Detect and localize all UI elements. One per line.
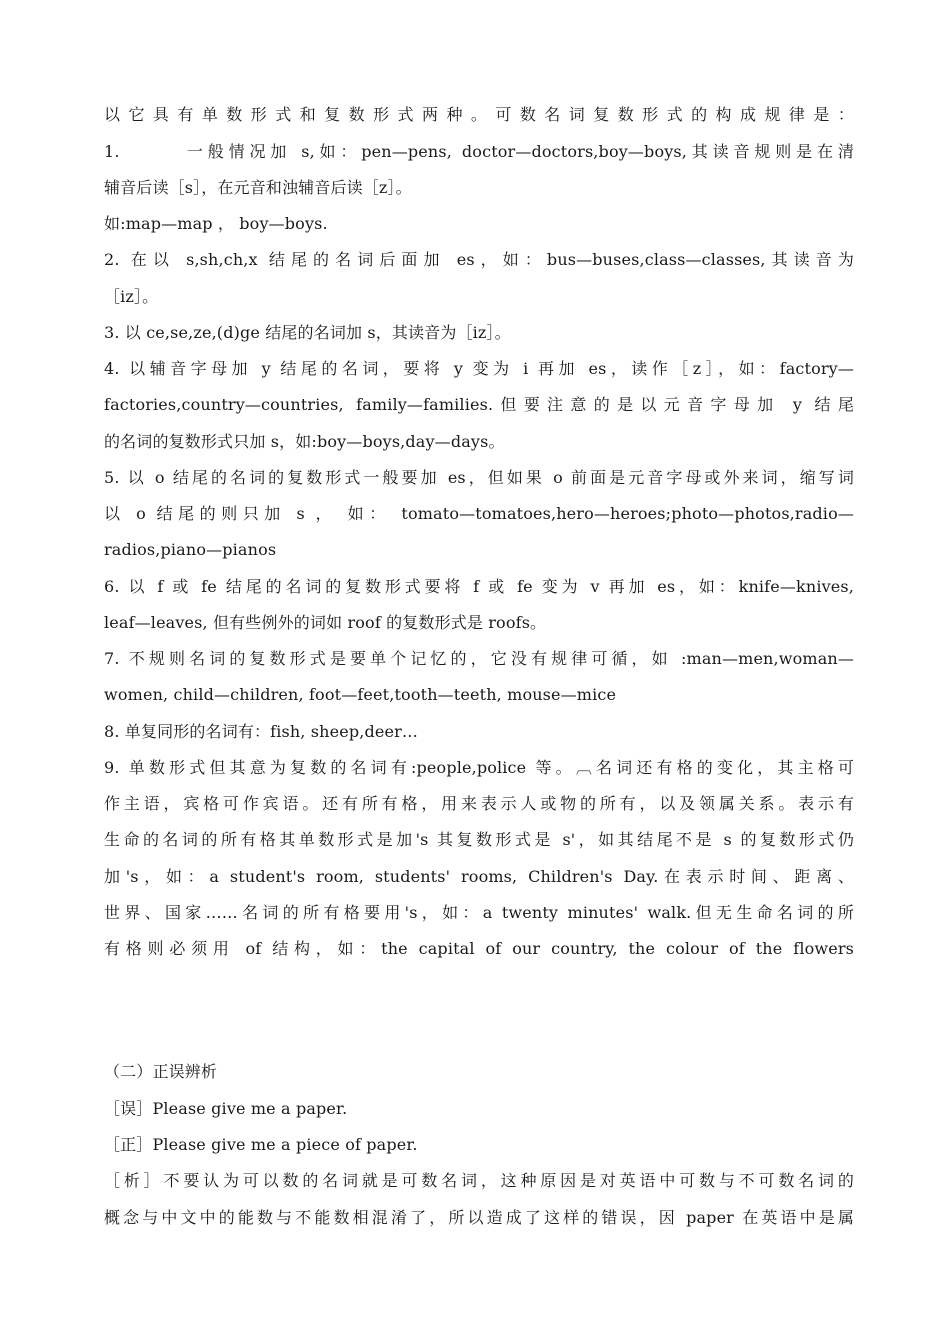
wrong-example-line: ［误］Please give me a paper.: [104, 1099, 348, 1118]
text-line-23: 世界、国家……名词的所有格要用's，如：a twenty minutes' walk.但无生命名词的所: [104, 903, 854, 922]
text-line-5: 2. 在以 s,sh,ch,x 结尾的名词后面加 es，如：bus—buses,class—classes,其读音为: [104, 250, 854, 269]
analysis-line-1: ［析］不要认为可以数的名词就是可数名词，这种原因是对英语中可数与不可数名词的: [104, 1171, 854, 1190]
text-line-21: 生命的名词的所有格其单数形式是加's 其复数形式是 s'，如其结尾不是 s 的复数形式仍: [104, 830, 854, 849]
text-line-19: 9. 单数形式但其意为复数的名词有:people,police 等。︹名词还有格的变化，其主格可: [104, 758, 854, 777]
section-heading: （二）正误辨析: [104, 1062, 218, 1081]
text-line-15: leaf—leaves, 但有些例外的词如 roof 的复数形式是 roofs。: [104, 613, 547, 632]
text-line-18: 8. 单复同形的名词有：fish, sheep,deer…: [104, 722, 419, 741]
text-line-16: 7. 不规则名词的复数形式是要单个记忆的，它没有规律可循，如 :man—men,woman—: [104, 649, 854, 668]
text-line-7: 3. 以 ce,se,ze,(d)ge 结尾的名词加 s，其读音为［iz］。: [104, 323, 511, 342]
text-line-14: 6. 以 f 或 fe 结尾的名词的复数形式要将 f 或 fe 变为 v 再加 es，如：knife—knives,: [104, 577, 854, 596]
correct-example-line: ［正］Please give me a piece of paper.: [104, 1135, 418, 1154]
text-line-6: ［iz］。: [104, 287, 159, 306]
text-line-17: women, child—children, foot—feet,tooth—teeth, mouse—mice: [104, 685, 617, 704]
text-line-24: 有格则必须用 of 结构，如：the capital of our country, the colour of the flowers: [104, 939, 854, 958]
text-line-9: factories,country—countries, family—families.但要注意的是以元音字母加 y 结尾: [104, 395, 854, 414]
text-line-2: 1. 一般情况加 s,如：pen—pens, doctor—doctors,boy—boys,其读音规则是在清: [104, 142, 854, 161]
text-line-20: 作主语，宾格可作宾语。还有所有格，用来表示人或物的所有，以及领属关系。表示有: [104, 794, 854, 813]
analysis-line-2: 概念与中文中的能数与不能数相混淆了，所以造成了这样的错误，因 paper 在英语中是属: [104, 1208, 854, 1227]
text-line-22: 加's，如：a student's room, students' rooms, Children's Day.在表示时间、距离、: [104, 867, 854, 886]
text-line-13: radios,piano—pianos: [104, 540, 277, 559]
text-line-8: 4. 以辅音字母加 y 结尾的名词，要将 y 变为 i 再加 es，读作［z］，如：factory—: [104, 359, 854, 378]
text-line-4: 如:map—map ， boy—boys.: [104, 214, 328, 233]
text-line-3: 辅音后读［s］，在元音和浊辅音后读［z］。: [104, 178, 412, 197]
text-line-12: 以 o 结尾的则只加 s ， 如： tomato—tomatoes,hero—heroes;photo—photos,radio—: [104, 504, 854, 523]
text-line-1: 以它具有单数形式和复数形式两种。可数名词复数形式的构成规律是：: [104, 105, 854, 124]
text-line-11: 5. 以 o 结尾的名词的复数形式一般要加 es，但如果 o 前面是元音字母或外来词，缩写词: [104, 468, 854, 487]
text-line-10: 的名词的复数形式只加 s，如:boy—boys,day—days。: [104, 432, 505, 451]
